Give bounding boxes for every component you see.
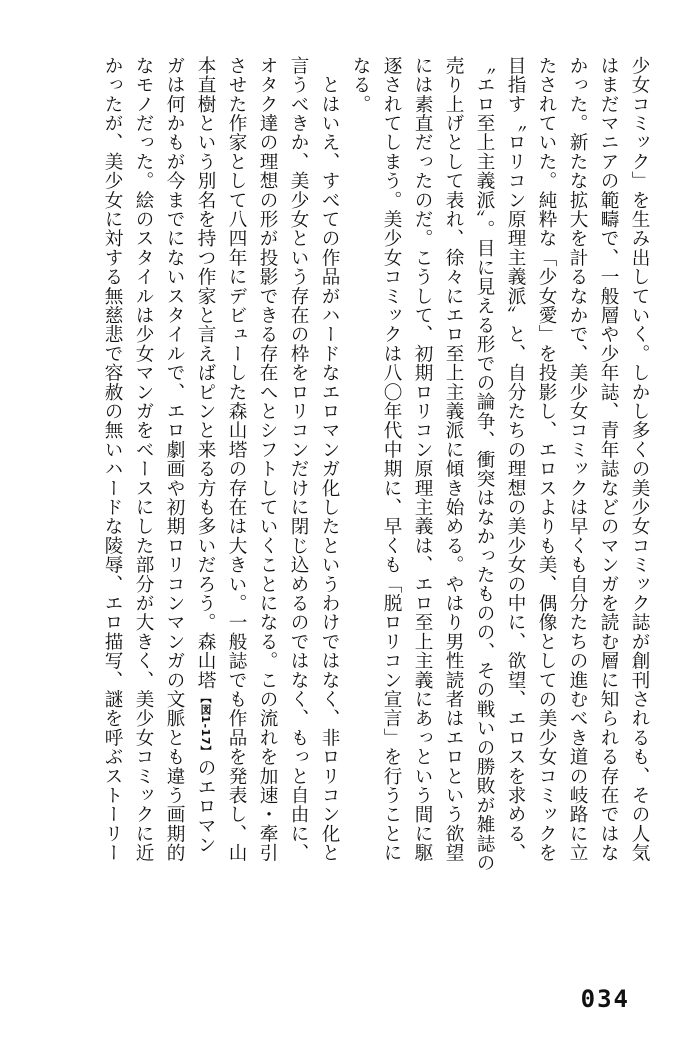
text-line-14: させた作家として八四年にデビューした森山塔の存在は大きい。一般誌でも作品を発表し、山 — [226, 56, 247, 863]
text-line-15-a: 本直樹という別名を持つ作家と言えばピンと来る方も多いだろう。森山塔 — [195, 56, 216, 690]
text-line-3: かった。新たな拡大を計るなかで、美少女コミックは早くも自分たちの進むべき道の岐路に立 — [567, 56, 588, 863]
text-line-10: なる。 — [350, 56, 371, 114]
text-line-9: 逐されてしまう。美少女コミックは八〇年代中期に、早くも「脱ロリコン宣言」を行うことに — [381, 56, 402, 863]
text-line-17: なモノだった。絵のスタイルは少女マンガをベースにした部分が大きく、美少女コミックに近 — [133, 56, 154, 863]
text-line-12: 言うべきか、美少女という存在の枠をロリコンだけに閉じ込めるのではなく、もっと自由に、 — [288, 56, 309, 863]
page-number: 034 — [580, 985, 630, 1013]
text-line-6: 〝エロ至上主義派〟。目に見える形での論争、衝突はなかったものの、その戦いの勝敗が雑誌の — [474, 56, 495, 873]
figure-reference: 【図1-17】 — [199, 691, 212, 757]
text-line-11: とはいえ、すべての作品がハードなエロマンガ化したというわけではなく、非ロリコン化と — [319, 56, 340, 863]
text-line-7: 売り上げとして表れ、徐々にエロ至上主義派に傾き始める。やはり男性読者はエロという欲望 — [443, 56, 464, 863]
text-line-2: はまだマニアの範疇で、一般層や少年誌、青年誌などのマンガを読む層に知られる存在ではな — [598, 56, 619, 863]
text-line-15 — [190, 56, 220, 916]
text-line-18: かったが、美少女に対する無慈悲で容赦の無いハードな陵辱、エロ描写、謎を呼ぶストーリー — [102, 56, 123, 863]
text-line-13: オタク達の理想の形が投影できる存在へとシフトしていくことになる。この流れを加速・牽引 — [257, 56, 278, 863]
text-line-1: 少女コミック」を生み出していく。しかし多くの美少女コミック誌が創刊されるも、その人気 — [629, 56, 650, 863]
text-line-16: ガは何かもが今までにないスタイルで、エロ劇画や初期ロリコンマンガの文脈とも違う画期的 — [164, 56, 185, 863]
text-line-5: 目指す〝ロリコン原理主義派〟と、自分たちの理想の美少女の中に、欲望、エロスを求める、 — [505, 56, 526, 863]
text-line-4: たされていた。純粋な「少女愛」を投影し、エロスよりも美、偶像としての美少女コミックを — [536, 56, 557, 863]
text-line-15-b: のエロマン — [195, 758, 216, 855]
text-line-8: には素直だったのだ。こうして、初期ロリコン原理主義は、エロ至上主義にあっという間に駆 — [412, 56, 433, 863]
